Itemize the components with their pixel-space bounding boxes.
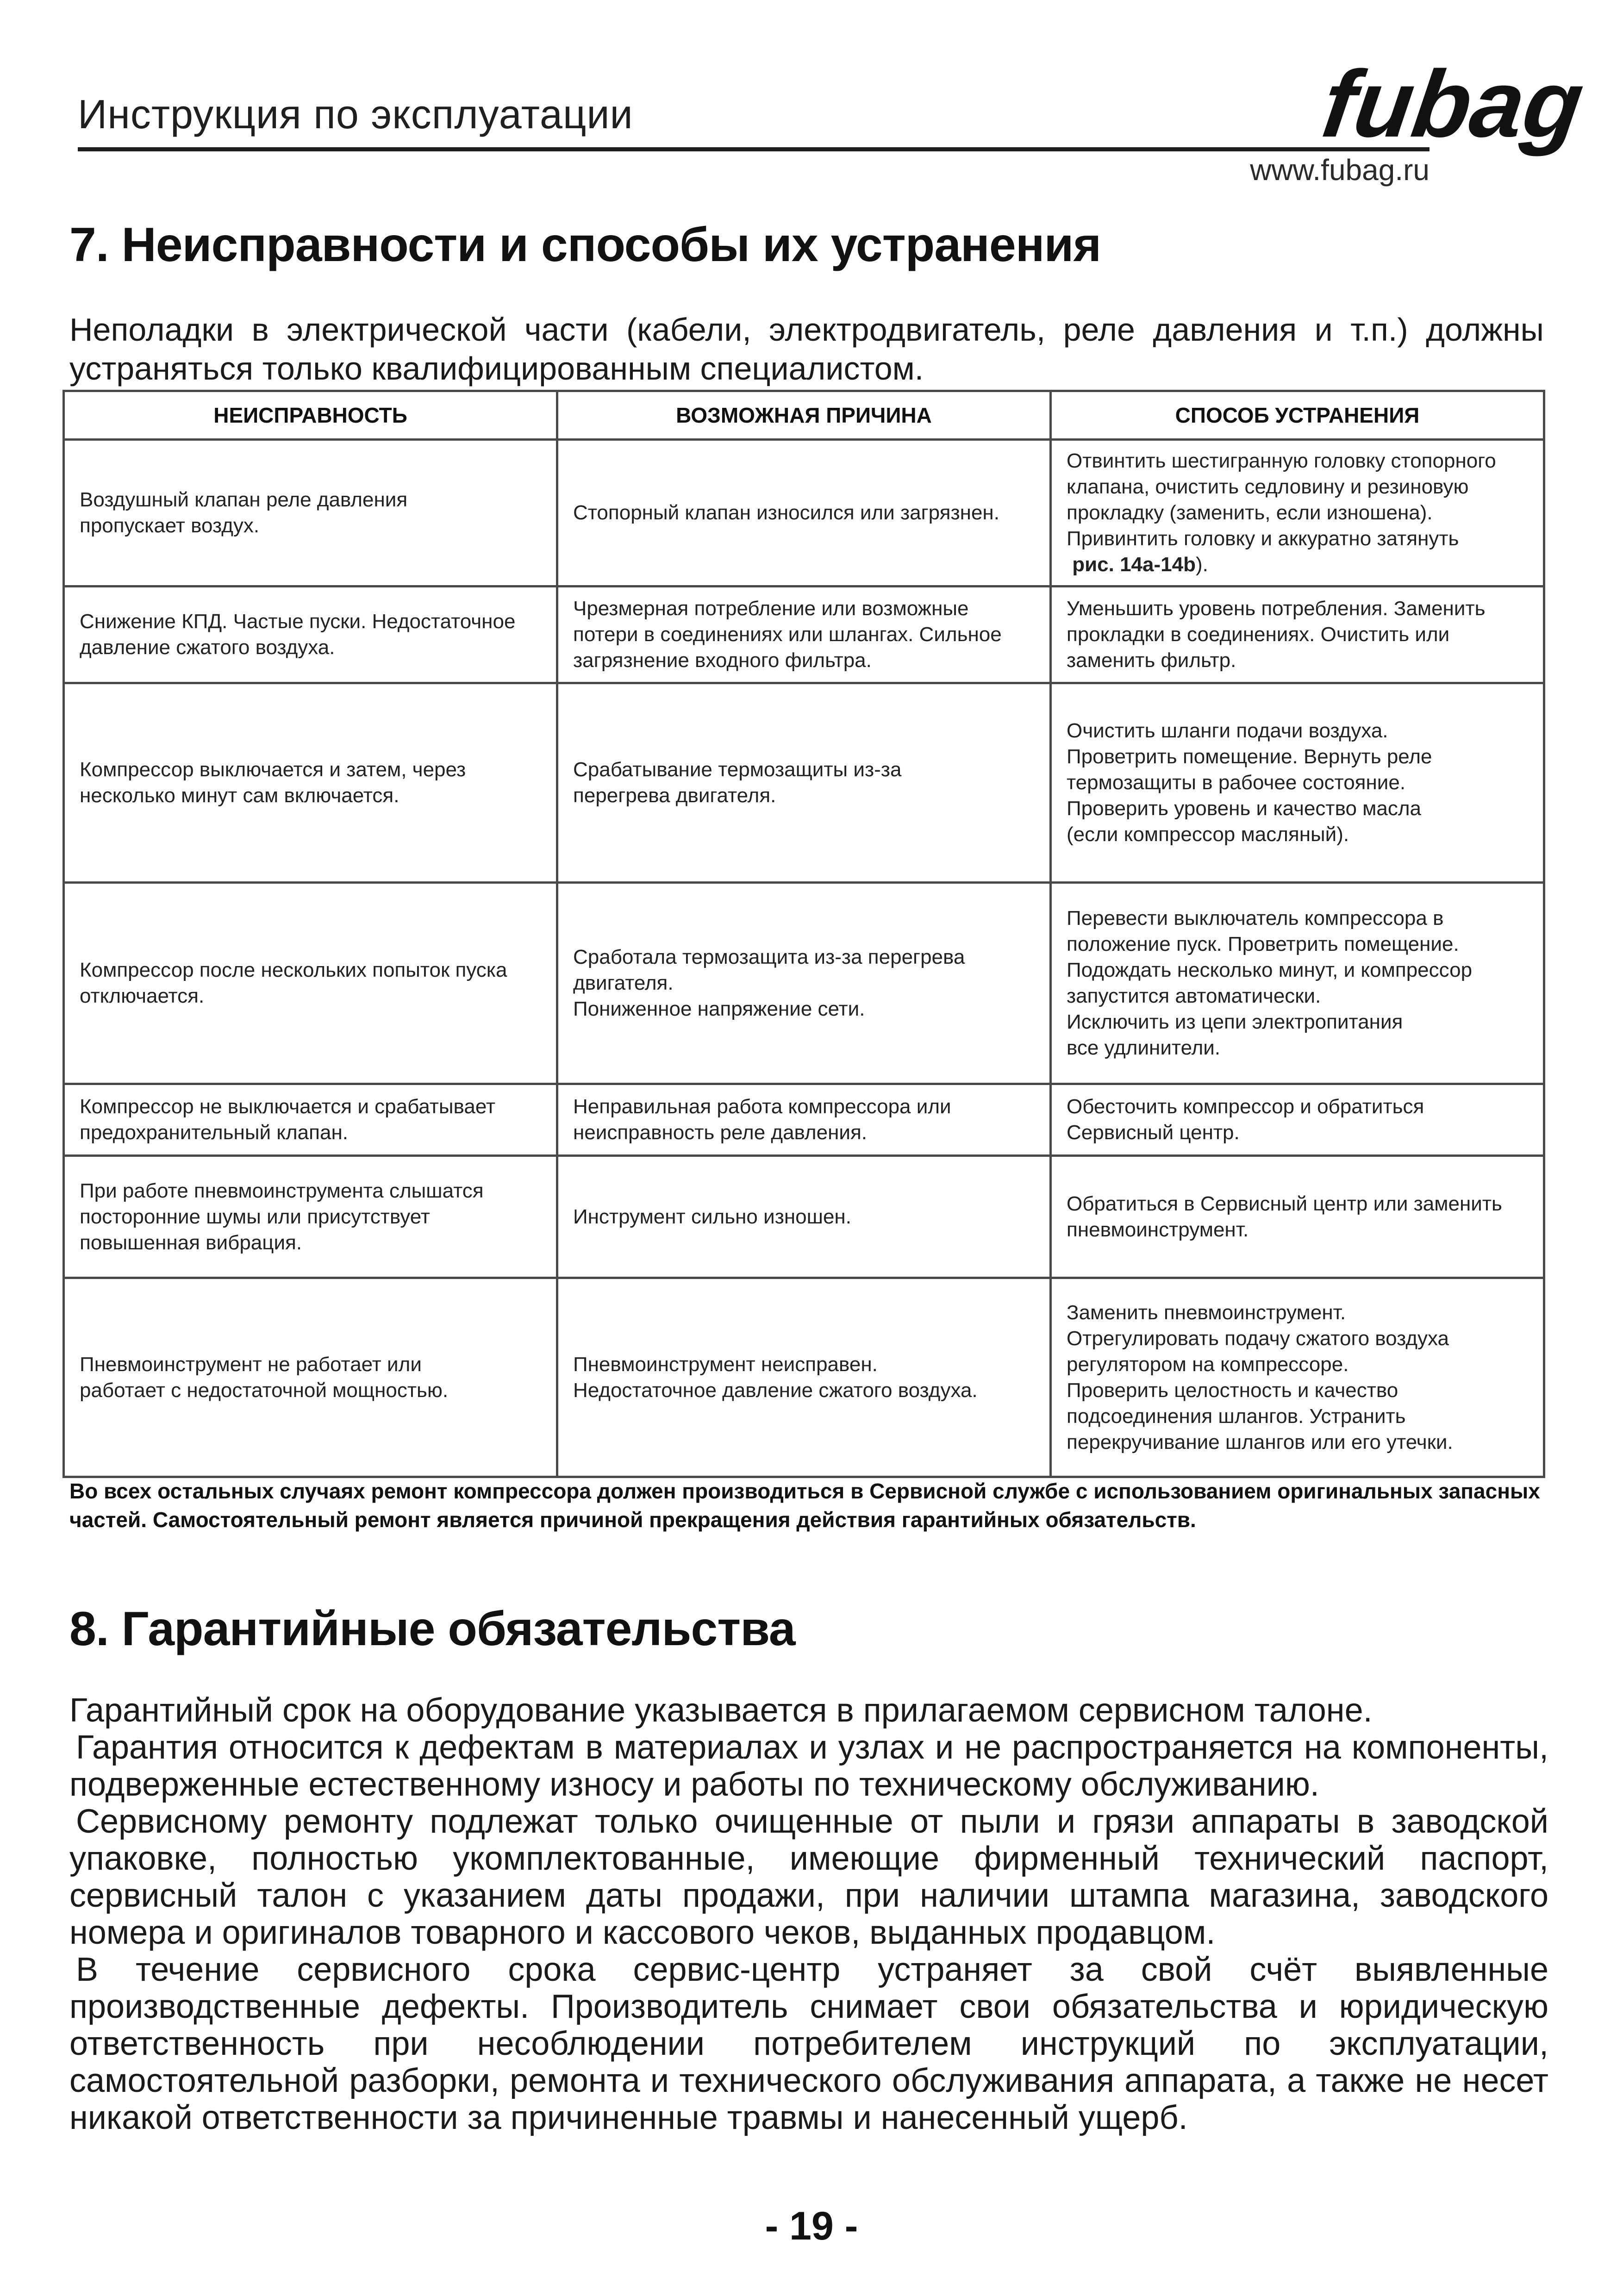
warranty-paragraph: Гарантийный срок на оборудование указывается в прилагаемом сервисном талоне. — [69, 1692, 1373, 1729]
cause-cell: Срабатывание термозащиты из-за перегрева двигателя. — [557, 683, 1051, 883]
remedy-cell: Очистить шланги подачи воздуха. Проветрить помещение. Вернуть реле термозащиты в рабочее состояние. Проверить уровень и качество масла (если компрессор масляный). — [1051, 683, 1544, 883]
fault-cell: Воздушный клапан реле давления пропускает воздух. — [64, 440, 557, 586]
remedy-cell: Уменьшить уровень потребления. Заменить прокладки в соединениях. Очистить или заменить фильтр. — [1051, 586, 1544, 683]
troubleshooting-table — [62, 390, 1545, 1478]
table-row — [64, 1084, 1544, 1156]
brand-logo-text: fubag — [1316, 50, 1590, 157]
page-number: - 19 - — [765, 2204, 858, 2248]
section-8-heading: 8. Гарантийные обязательства — [69, 1602, 795, 1656]
table-row — [64, 883, 1544, 1084]
warranty-paragraph: Сервисному ремонту подлежат только очищенные от пыли и грязи аппараты в заводской упаковке, полностью укомплектованные, имеющие фирменный технический паспорт, сервисный талон с указанием даты продажи, при наличии штампа магазина, заводского номера и оригиналов товарного и кассового чеков, выданных продавцом. — [69, 1803, 1548, 1951]
cause-cell: Неправильная работа компрессора или неисправность реле давления. — [557, 1084, 1051, 1156]
warranty-text — [69, 1692, 1548, 2136]
fault-cell: При работе пневмоинструмента слышатся посторонние шумы или присутствует повышенная вибрация. — [64, 1156, 557, 1278]
warranty-paragraph: Гарантия относится к дефектам в материалах и узлах и не распространяется на компоненты, подверженные естественному износу и работы по техническому обслуживанию. — [69, 1729, 1548, 1803]
remedy-cell: Заменить пневмоинструмент. Отрегулировать подачу сжатого воздуха регулятором на компрессоре. Проверить целостность и качество подсоединения шлангов. Устранить перекручивание шлангов или его утечки. — [1051, 1278, 1544, 1477]
cause-cell: Чрезмерная потребление или возможные потери в соединениях или шлангах. Сильное загрязнение входного фильтра. — [557, 586, 1051, 683]
cause-cell: Инструмент сильно изношен. — [557, 1156, 1051, 1278]
remedy-cell: Обратиться в Сервисный центр или заменить пневмоинструмент. — [1051, 1156, 1544, 1278]
table-row — [64, 1278, 1544, 1477]
table-row — [64, 1156, 1544, 1278]
table-header-row — [64, 391, 1544, 440]
cause-cell: Пневмоинструмент неисправен. Недостаточное давление сжатого воздуха. — [557, 1278, 1051, 1477]
table-row — [64, 440, 1544, 586]
header-divider — [78, 147, 1429, 151]
website-url: www.fubag.ru — [1250, 153, 1429, 187]
column-header-cause: ВОЗМОЖНАЯ ПРИЧИНА — [557, 391, 1051, 440]
fubag-logo — [1316, 37, 1590, 157]
remedy-cell: Перевести выключатель компрессора в положение пуск. Проветрить помещение. Подождать несколько минут, и компрессор запустится автоматически. Исключить из цепи электропитания все удлинители. — [1051, 883, 1544, 1084]
cause-cell: Стопорный клапан износился или загрязнен. — [557, 440, 1051, 586]
fault-cell: Пневмоинструмент не работает или работает с недостаточной мощностью. — [64, 1278, 557, 1477]
section-7-heading: 7. Неисправности и способы их устранения — [69, 218, 1101, 272]
fault-cell: Снижение КПД. Частые пуски. Недостаточное давление сжатого воздуха. — [64, 586, 557, 683]
remedy-cell: Отвинтить шестигранную головку стопорного клапана, очистить седловину и резиновую прокладку (заменить, если изношена). Привинтить головку и аккуратно затянуть рис. 14a-14b). — [1051, 440, 1544, 586]
cause-cell: Сработала термозащита из-за перегрева двигателя. Пониженное напряжение сети. — [557, 883, 1051, 1084]
header-title: Инструкция по эксплуатации — [78, 91, 633, 137]
table-row — [64, 586, 1544, 683]
table-row — [64, 683, 1544, 883]
column-header-fault: НЕИСПРАВНОСТЬ — [64, 391, 557, 440]
warranty-paragraph: В течение сервисного срока сервис-центр устраняет за свой счёт выявленные производственные дефекты. Производитель снимает свои обязательства и юридическую ответственность при несоблюдении потребителем инструкций по эксплуатации, самостоятельной разборки, ремонта и технического обслуживания аппарата, а также не несет никакой ответственности за причиненные травмы и нанесенный ущерб. — [69, 1951, 1548, 2136]
fault-cell: Компрессор после нескольких попыток пуска отключается. — [64, 883, 557, 1084]
figure-reference: рис. 14a-14b — [1072, 553, 1196, 576]
repair-note: Во всех остальных случаях ремонт компрессора должен производиться в Сервисной службе с использованием оригинальных запасных частей. Самостоятельный ремонт является причиной прекращения действия гарантийных обязательств. — [69, 1479, 1540, 1532]
remedy-cell: Обесточить компрессор и обратиться Сервисный центр. — [1051, 1084, 1544, 1156]
fault-cell: Компрессор не выключается и срабатывает предохранительный клапан. — [64, 1084, 557, 1156]
section-7-intro: Неполадки в электрической части (кабели, электродвигатель, реле давления и т.п.) должны устраняться только квалифицированным специалистом. — [69, 312, 1544, 387]
fault-cell: Компрессор выключается и затем, через несколько минут сам включается. — [64, 683, 557, 883]
column-header-remedy: СПОСОБ УСТРАНЕНИЯ — [1051, 391, 1544, 440]
